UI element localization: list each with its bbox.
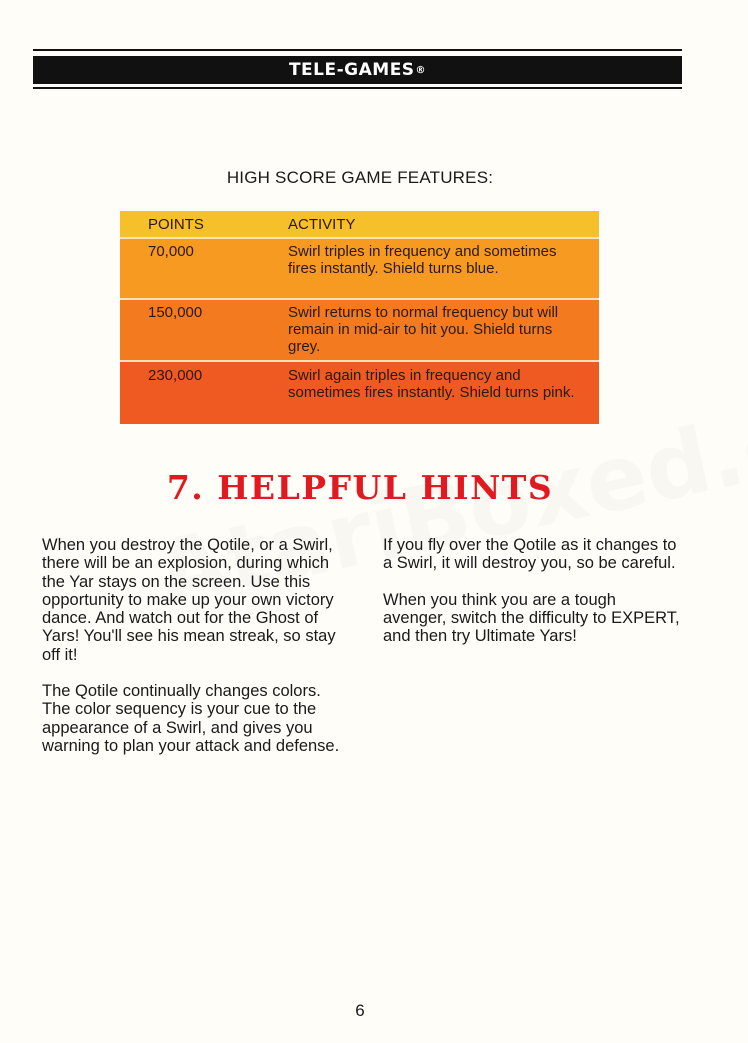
left-column	[42, 536, 342, 773]
cell-points: 230,000	[148, 367, 203, 384]
cell-activity: Swirl triples in frequency and sometimes fires instantly. Shield turns blue.	[288, 243, 557, 277]
cell-activity: Swirl again triples in frequency and sometimes fires instantly. Shield turns pink.	[288, 367, 575, 401]
header-brand: TELE-GAMES	[288, 60, 415, 80]
cell-activity: Swirl returns to normal frequency but will remain in mid-air to hit you. Shield turns grey.	[288, 304, 559, 355]
score-table	[120, 211, 599, 424]
column-header-activity: ACTIVITY	[288, 215, 356, 233]
features-title: HIGH SCORE GAME FEATURES:	[226, 168, 494, 187]
trademark-symbol: ®	[415, 64, 427, 76]
header-bar	[33, 56, 682, 84]
paragraph: When you think you are a tough avenger, switch the difficulty to EXPERT, and then try Ultimate Yars!	[383, 590, 680, 646]
column-header-points: POINTS	[148, 215, 204, 233]
header-rule-top	[33, 49, 682, 51]
table-row	[120, 362, 599, 424]
section-title: 7. HELPFUL HINTS	[166, 468, 554, 507]
cell-points: 150,000	[148, 304, 203, 321]
cell-points: 70,000	[148, 243, 194, 260]
table-header-row	[120, 211, 599, 239]
paragraph: When you destroy the Qotile, or a Swirl, there will be an explosion, during which the Yar stays on the screen. Use this opportunity to make up your own victory dance. And watch out for the Ghost of Yars! You'll see his mean streak, so stay off it!	[42, 536, 336, 664]
table-row	[120, 239, 599, 300]
table-row	[120, 300, 599, 362]
page-number: 6	[355, 1001, 365, 1020]
header-rule-bottom	[33, 87, 682, 89]
right-column	[383, 536, 683, 663]
paragraph: The Qotile continually changes colors. The color sequency is your cue to the appearance of a Swirl, and gives you warning to plan your attack and defense.	[42, 682, 340, 755]
paragraph: If you fly over the Qotile as it changes to a Swirl, it will destroy you, so be careful.	[383, 536, 677, 573]
